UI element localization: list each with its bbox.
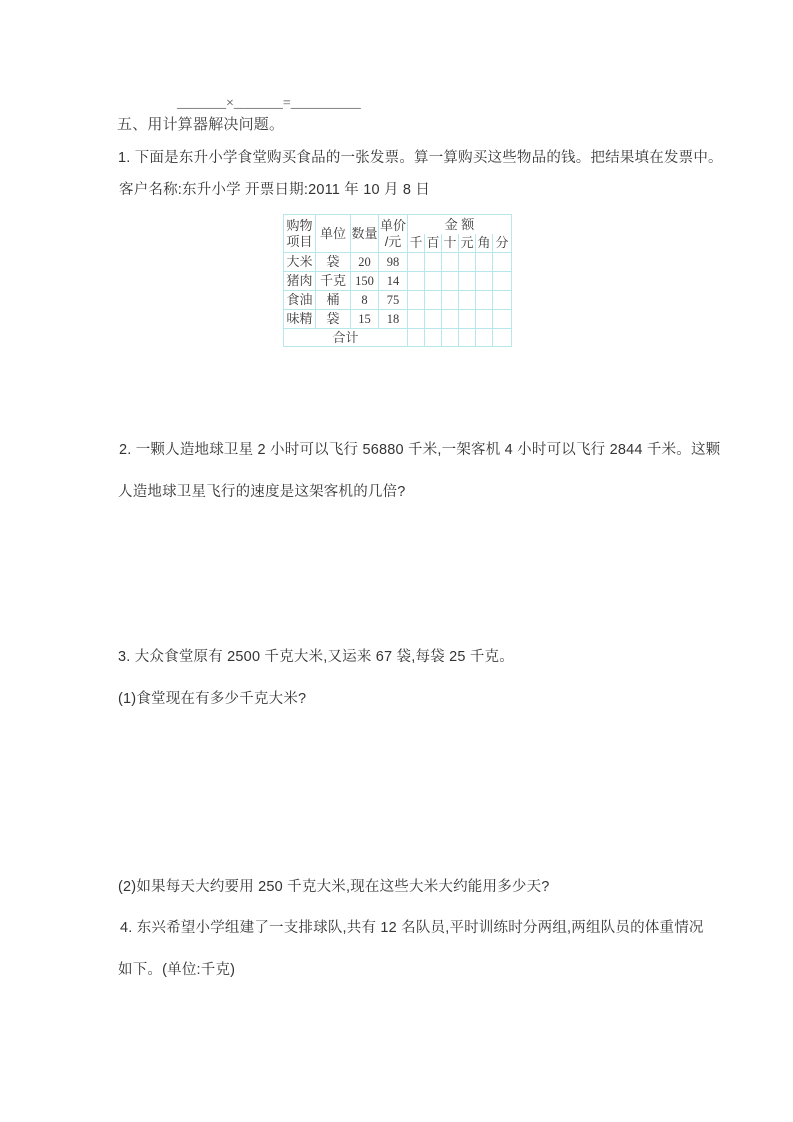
invoice-cell-price: 14 bbox=[379, 272, 408, 291]
invoice-header-digit-shi: 十 bbox=[442, 234, 459, 253]
problem-2-text-line1: 2. 一颗人造地球卫星 2 小时可以飞行 56880 千米,一架客机 4 小时可以飞行 2844 千米。这颗 bbox=[119, 442, 721, 458]
invoice-amount-blank-cell bbox=[425, 310, 442, 329]
invoice-amount-blank-cell bbox=[442, 291, 459, 310]
invoice-row-pork bbox=[284, 272, 511, 291]
invoice-amount-blank-cell bbox=[442, 272, 459, 291]
invoice-amount-blank-cell bbox=[408, 310, 425, 329]
invoice-header-digit-yuan: 元 bbox=[459, 234, 476, 253]
invoice-cell-qty: 8 bbox=[351, 291, 379, 310]
invoice-header-digit-fen: 分 bbox=[493, 234, 511, 253]
invoice-cell-item: 味精 bbox=[284, 310, 316, 329]
invoice-amount-blank-cell bbox=[425, 291, 442, 310]
invoice-amount-blank-cell bbox=[493, 253, 511, 272]
invoice-meta-line: 客户名称:东升小学 开票日期:2011 年 10 月 8 日 bbox=[119, 182, 431, 198]
invoice-cell-price: 98 bbox=[379, 253, 408, 272]
invoice-header-price-line2: /元 bbox=[384, 233, 402, 249]
invoice-cell-unit: 桶 bbox=[316, 291, 351, 310]
invoice-amount-blank-cell bbox=[476, 329, 493, 346]
invoice-cell-qty: 150 bbox=[351, 272, 379, 291]
invoice-cell-unit: 袋 bbox=[316, 253, 351, 272]
invoice-row-msg bbox=[284, 310, 511, 329]
invoice-amount-blank-cell bbox=[408, 291, 425, 310]
problem-3-question-2: (2)如果每天大约要用 250 千克大米,现在这些大米大约能用多少天? bbox=[118, 879, 550, 895]
invoice-header-digit-qian: 千 bbox=[408, 234, 425, 253]
problem-4-text-line2: 如下。(单位:千克) bbox=[118, 962, 236, 978]
invoice-cell-item: 食油 bbox=[284, 291, 316, 310]
invoice-header-item bbox=[284, 215, 316, 253]
invoice-amount-blank-cell bbox=[442, 329, 459, 346]
invoice-cell-unit: 袋 bbox=[316, 310, 351, 329]
section-title: 五、用计算器解决问题。 bbox=[117, 117, 285, 133]
invoice-amount-blank-cell bbox=[476, 310, 493, 329]
invoice-amount-blank-cell bbox=[459, 272, 476, 291]
invoice-amount-blank-cell bbox=[408, 253, 425, 272]
invoice-amount-blank-cell bbox=[442, 310, 459, 329]
invoice-cell-price: 75 bbox=[379, 291, 408, 310]
invoice-header-digit-bai: 百 bbox=[425, 234, 442, 253]
blank-multiplication-equation: _______×_______=__________ bbox=[177, 96, 361, 111]
invoice-amount-blank-cell bbox=[425, 329, 442, 346]
problem-4-text-line1: 4. 东兴希望小学组建了一支排球队,共有 12 名队员,平时训练时分两组,两组队员的体重情况 bbox=[120, 920, 704, 936]
invoice-cell-item: 大米 bbox=[284, 253, 316, 272]
invoice-amount-blank-cell bbox=[476, 272, 493, 291]
invoice-header-price-line1: 单价 bbox=[379, 217, 406, 233]
invoice-header-item-line1: 购物 bbox=[286, 217, 313, 233]
invoice-amount-blank-cell bbox=[459, 253, 476, 272]
invoice-amount-blank-cell bbox=[425, 253, 442, 272]
invoice-header-digit-jiao: 角 bbox=[476, 234, 493, 253]
invoice-amount-blank-cell bbox=[408, 272, 425, 291]
invoice-amount-blank-cell bbox=[493, 272, 511, 291]
invoice-cell-item: 猪肉 bbox=[284, 272, 316, 291]
invoice-row-rice bbox=[284, 253, 511, 272]
problem-2-text-line2: 人造地球卫星飞行的速度是这架客机的几倍? bbox=[118, 484, 406, 500]
invoice-amount-blank-cell bbox=[476, 253, 493, 272]
invoice-header-unit: 单位 bbox=[316, 215, 351, 253]
invoice-cell-qty: 15 bbox=[351, 310, 379, 329]
invoice-header-item-line2: 项目 bbox=[286, 233, 313, 249]
invoice-amount-blank-cell bbox=[459, 291, 476, 310]
problem-1-text: 1. 下面是东升小学食堂购买食品的一张发票。算一算购买这些物品的钱。把结果填在发票中。 bbox=[118, 150, 723, 166]
invoice-amount-blank-cell bbox=[493, 329, 511, 346]
invoice-cell-qty: 20 bbox=[351, 253, 379, 272]
invoice-amount-blank-cell bbox=[408, 329, 425, 346]
invoice-amount-blank-cell bbox=[442, 253, 459, 272]
invoice-cell-unit: 千克 bbox=[316, 272, 351, 291]
invoice-amount-blank-cell bbox=[476, 291, 493, 310]
invoice-amount-blank-cell bbox=[459, 329, 476, 346]
invoice-row-oil bbox=[284, 291, 511, 310]
problem-3-question-1: (1)食堂现在有多少千克大米? bbox=[118, 691, 307, 707]
invoice-header-amount: 金 额 bbox=[444, 216, 475, 232]
invoice-cell-price: 18 bbox=[379, 310, 408, 329]
invoice-header-price bbox=[379, 215, 408, 253]
problem-3-text: 3. 大众食堂原有 2500 千克大米,又运来 67 袋,每袋 25 千克。 bbox=[118, 649, 514, 665]
invoice-row-total bbox=[284, 329, 511, 346]
invoice-table bbox=[283, 214, 512, 347]
invoice-amount-blank-cell bbox=[459, 310, 476, 329]
invoice-amount-blank-cell bbox=[493, 291, 511, 310]
invoice-amount-blank-cell bbox=[493, 310, 511, 329]
invoice-amount-blank-cell bbox=[425, 272, 442, 291]
invoice-header-qty: 数量 bbox=[351, 215, 379, 253]
invoice-total-label: 合计 bbox=[284, 329, 408, 346]
